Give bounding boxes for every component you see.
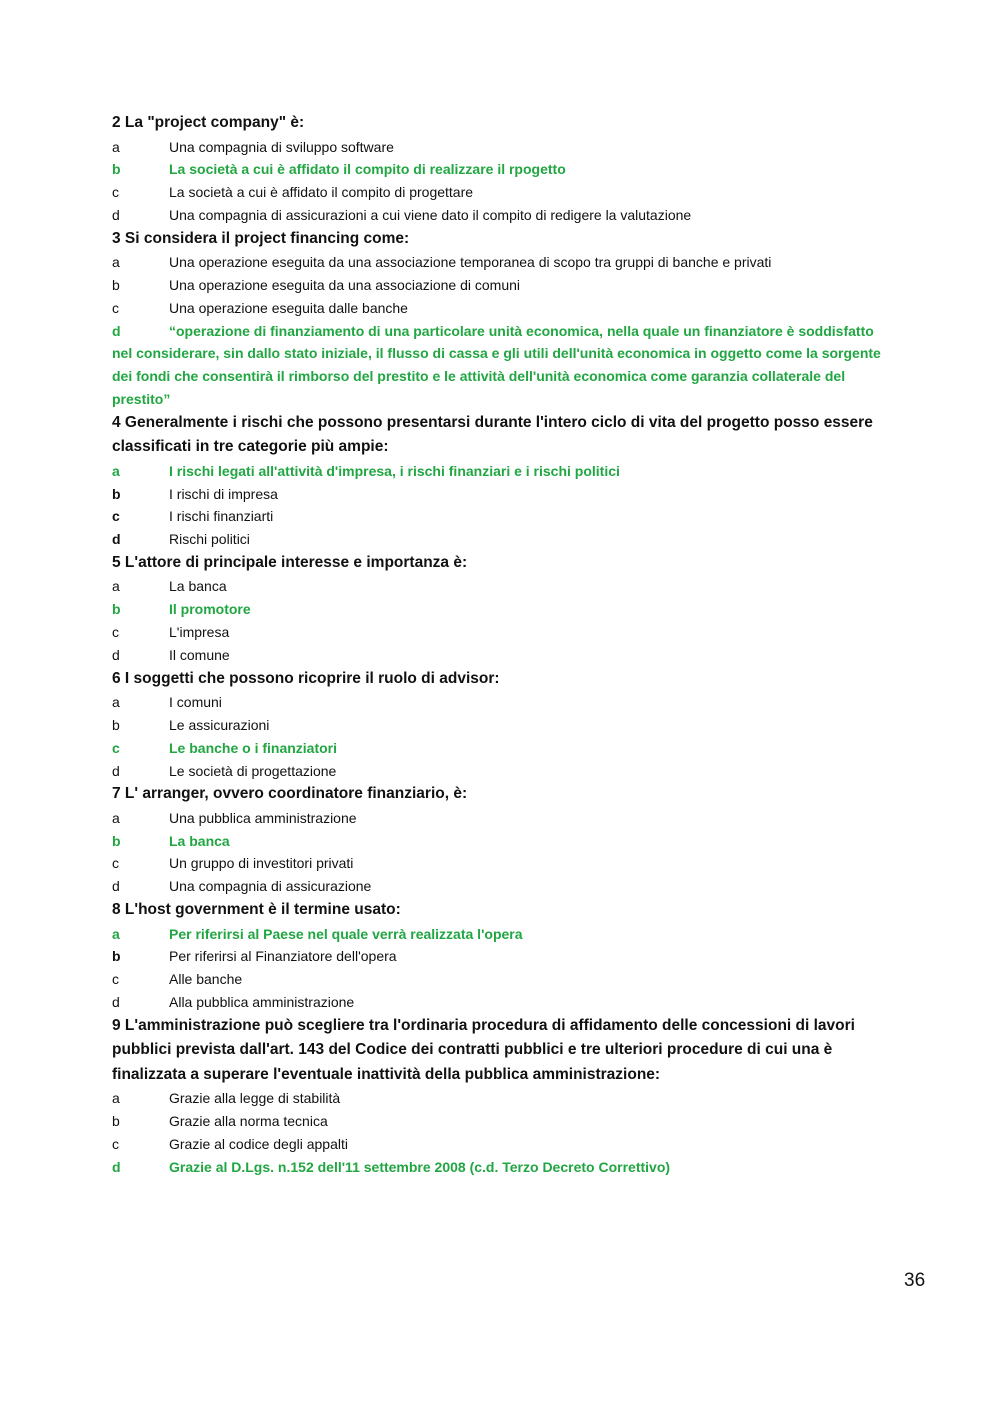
option-text: Il promotore	[169, 601, 251, 618]
option-letter: b	[112, 948, 121, 965]
option-text: Le banche o i finanziatori	[169, 739, 338, 756]
option-text: Per riferirsi al Finanziatore dell'opera	[169, 948, 397, 965]
question-block	[112, 227, 892, 411]
answer-option	[112, 945, 892, 968]
question-title: 9 L'amministrazione può scegliere tra l'ordinaria procedura di affidamento delle concessioni di lavori pubblici prevista dall'art. 143 del Codice dei contratti pubblici e tre ulteriori procedure di cui una è finalizzata a superare l'eventuale inattività della pubblica amministrazione:	[112, 1016, 855, 1083]
option-letter: b	[112, 716, 120, 733]
option-letter: d	[112, 762, 120, 779]
option-text: La società a cui è affidato il compito di progettare	[169, 184, 474, 201]
option-letter: a	[112, 138, 120, 155]
option-letter: b	[112, 832, 121, 849]
option-text: Una pubblica amministrazione	[169, 809, 357, 826]
question-block	[112, 551, 892, 667]
question-block	[112, 667, 892, 783]
answer-option	[112, 621, 892, 644]
option-letter: b	[112, 161, 121, 178]
answer-option-correct	[112, 737, 892, 760]
answer-option-correct	[112, 1156, 892, 1179]
answer-option-correct	[112, 320, 892, 411]
option-letter: b	[112, 276, 120, 293]
answer-option	[112, 575, 892, 598]
option-text: Una compagnia di sviluppo software	[169, 138, 394, 155]
option-letter: c	[112, 971, 119, 988]
question-block	[112, 411, 892, 551]
answer-option	[112, 274, 892, 297]
question-block	[112, 111, 892, 227]
answer-option	[112, 528, 892, 551]
answer-option	[112, 181, 892, 204]
option-text: “operazione di finanziamento di una particolare unità economica, nella quale un finanziatore è soddisfatto nel considerare, sin dallo stato iniziale, il flusso di cassa e gli utili dell'unità economica in oggetto come la sorgente dei fondi che consentirà il rimborso del prestito e le attività dell'unità economica come garanzia collaterale del prestito”	[112, 322, 881, 407]
option-text: Una operazione eseguita da una associazione di comuni	[169, 276, 521, 293]
answer-option	[112, 875, 892, 898]
question-title: 4 Generalmente i rischi che possono presentarsi durante l'intero ciclo di vita del progetto posso essere classificati in tre categorie più ampie:	[112, 413, 873, 456]
option-letter: c	[112, 855, 119, 872]
option-text: I rischi finanziarti	[169, 508, 274, 525]
option-text: Rischi politici	[169, 531, 250, 548]
answer-option	[112, 505, 892, 528]
question-title: 5 L'attore di principale interesse e importanza è:	[112, 553, 468, 571]
answer-option	[112, 807, 892, 830]
option-text: La società a cui è affidato il compito di realizzare il rpogetto	[169, 161, 566, 178]
option-text: Una compagnia di assicurazione	[169, 878, 372, 895]
question-title: 2 La "project company" è:	[112, 114, 305, 131]
option-letter: a	[112, 462, 120, 479]
option-text: Un gruppo di investitori privati	[169, 855, 354, 872]
option-text: Grazie al D.Lgs. n.152 dell'11 settembre 2008 (c.d. Terzo Decreto Correttivo)	[169, 1158, 671, 1175]
option-text: Una compagnia di assicurazioni a cui viene dato il compito di redigere la valutazione	[169, 206, 692, 223]
option-letter: d	[112, 322, 121, 339]
option-text: I rischi legati all'attività d'impresa, i rischi finanziari e i rischi politici	[169, 462, 620, 479]
option-letter: c	[112, 299, 119, 316]
option-text: La banca	[169, 578, 227, 595]
option-text: Alle banche	[169, 971, 243, 988]
page-number: 36	[904, 1270, 926, 1291]
question-title: 6 I soggetti che possono ricoprire il ruolo di advisor:	[112, 669, 500, 687]
option-text: Il comune	[169, 646, 230, 663]
option-text: La banca	[169, 832, 230, 849]
option-letter: a	[112, 578, 120, 595]
option-text: Grazie alla legge di stabilità	[169, 1090, 341, 1107]
answer-option	[112, 852, 892, 875]
option-letter: b	[112, 1113, 120, 1129]
option-text: Una operazione eseguita da una associazione temporanea di scopo tra gruppi di banche e privati	[169, 254, 772, 271]
option-letter: a	[112, 925, 120, 942]
answer-option	[112, 644, 892, 667]
question-block	[112, 1014, 892, 1179]
option-letter: a	[112, 809, 120, 826]
option-letter: c	[112, 1135, 119, 1152]
option-letter: c	[112, 184, 119, 201]
option-text: Per riferirsi al Paese nel quale verrà realizzata l'opera	[169, 925, 523, 942]
answer-option	[112, 136, 892, 159]
option-letter: c	[112, 739, 120, 756]
answer-option-correct	[112, 158, 892, 181]
question-block	[112, 898, 892, 1014]
answer-option	[112, 691, 892, 714]
option-text: I comuni	[169, 694, 222, 711]
option-letter: d	[112, 878, 120, 895]
option-letter: a	[112, 254, 120, 271]
answer-option	[112, 991, 892, 1014]
option-text: Una operazione eseguita dalle banche	[169, 299, 408, 316]
document-page	[112, 111, 892, 1178]
option-text: L'impresa	[169, 624, 230, 641]
answer-option	[112, 204, 892, 227]
option-text: Alla pubblica amministrazione	[169, 993, 355, 1010]
answer-option-correct	[112, 598, 892, 621]
option-letter: d	[112, 646, 120, 663]
answer-option	[112, 714, 892, 737]
option-letter: c	[112, 508, 120, 525]
question-title: 7 L' arranger, ovvero coordinatore finanziario, è:	[112, 785, 468, 803]
option-text: Le assicurazioni	[169, 716, 270, 733]
option-letter: a	[112, 1090, 120, 1107]
option-text: Le società di progettazione	[169, 762, 337, 779]
option-text: Grazie al codice degli appalti	[169, 1135, 348, 1152]
option-letter: d	[112, 993, 120, 1010]
option-letter: d	[112, 206, 120, 223]
answer-option	[112, 1133, 892, 1156]
answer-option-correct	[112, 460, 892, 483]
option-letter: a	[112, 694, 120, 711]
answer-option	[112, 1110, 892, 1133]
option-letter: d	[112, 531, 121, 548]
option-text: Grazie alla norma tecnica	[169, 1113, 328, 1129]
answer-option	[112, 968, 892, 991]
option-letter: d	[112, 1158, 121, 1175]
answer-option-correct	[112, 923, 892, 946]
option-letter: c	[112, 624, 119, 641]
option-text: I rischi di impresa	[169, 485, 278, 502]
answer-option	[112, 251, 892, 274]
answer-option-correct	[112, 830, 892, 853]
option-letter: b	[112, 601, 121, 618]
answer-option	[112, 483, 892, 506]
question-title: 3 Si considera il project financing come:	[112, 229, 410, 247]
answer-option	[112, 760, 892, 783]
question-title: 8 L'host government è il termine usato:	[112, 901, 401, 919]
answer-option	[112, 1087, 892, 1110]
answer-option	[112, 297, 892, 320]
option-letter: b	[112, 485, 121, 502]
question-block	[112, 782, 892, 898]
